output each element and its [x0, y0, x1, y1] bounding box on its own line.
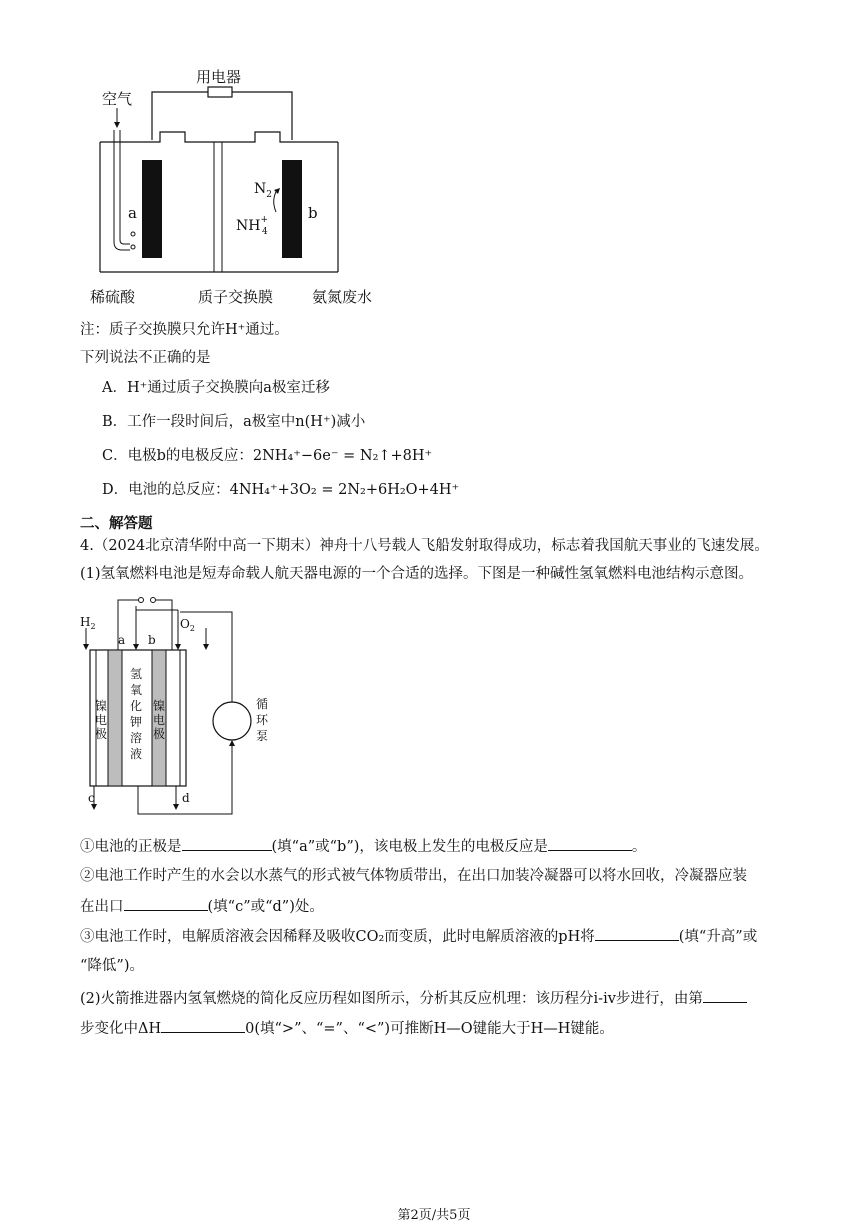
option-c[interactable]: C．电极b的电极反应：2NH₄⁺−6e⁻ = N₂↑+8H⁺ [102, 448, 433, 464]
electrode-b-label: b [308, 204, 318, 222]
left-electrode-char: 电 [95, 713, 108, 727]
electrode-a-label: a [128, 204, 137, 222]
load-resistor [208, 87, 232, 97]
circulation-pump [213, 702, 251, 740]
part-2-line-1: (2)火箭推进器内氢氧燃烧的简化反应历程如图所示，分析其反应机理：该历程分i-iv步进行，由第 [80, 988, 747, 1009]
section-title: 二、解答题 [80, 515, 153, 532]
sub-question-3-line-1: ③电池工作时，电解质溶液会因稀释及吸收CO₂而变质，此时电解质溶液的pH将 (填“升高”或 [80, 926, 757, 947]
o2-label: $O_2$ [180, 617, 195, 633]
question-3-stem: 下列说法不正确的是 [80, 350, 211, 366]
part-2-line-2: 步变化中ΔH 0(填“>”、“=”、“<”)可推断H—O键能大于H—H键能。 [80, 1018, 614, 1039]
electrolyte-char: 氢 [130, 667, 143, 681]
outlet-d-label: d [182, 791, 190, 805]
wastewater-label: 氨氮废水 [312, 288, 373, 306]
right-electrode-char: 电 [153, 713, 166, 727]
question-4-part-1: (1)氢氧燃料电池是短寿命载人航天器电源的一个合适的选择。下图是一种碱性氢氧燃料电池结构示意图。 [80, 566, 754, 582]
option-d[interactable]: D．电池的总反应：4NH₄⁺+3O₂ = 2N₂+6H₂O+4H⁺ [102, 482, 460, 498]
svg-text:镍电极 [153, 698, 165, 741]
left-electrode-char: 极 [95, 727, 108, 741]
electrolyte-char: 液 [130, 747, 143, 761]
left-electrode-char: 镍 [95, 699, 108, 713]
answer-blank-2[interactable] [548, 836, 632, 851]
question-4-stem: 4.（2024北京清华附中高一下期末）神舟十八号载人飞船发射取得成功，标志着我国航天事业的飞速发展。 [80, 538, 769, 554]
sub-question-2-line-1: ②电池工作时产生的水会以水蒸气的形式被气体物质带出，在出口加装冷凝器可以将水回收，冷凝器应装 [80, 868, 747, 884]
outlet-c-label: c [88, 791, 95, 805]
air-label: 空气 [102, 90, 133, 108]
nh4-label: NH+ 4 [236, 215, 269, 237]
pump-char: 泵 [256, 729, 269, 743]
option-b[interactable]: B．工作一段时间后，a极室中n(H⁺)减小 [102, 414, 366, 430]
sub-question-1: ①电池的正极是 (填“a”或“b”)，该电极上发生的电极反应是 。 [80, 836, 646, 857]
right-electrode-char: 极 [153, 727, 166, 741]
answer-blank-5[interactable] [703, 988, 747, 1003]
electrolyte-char: 化 [130, 699, 143, 713]
option-a[interactable]: A．H⁺通过质子交换膜向a极室迁移 [102, 380, 330, 396]
sub-question-3-line-2: “降低”)。 [80, 958, 144, 974]
fuel-cell-diagram-2 [76, 592, 286, 818]
electrolyte-char: 钾 [130, 715, 143, 729]
answer-blank-4[interactable] [595, 926, 679, 941]
svg-text:循环泵 [256, 697, 269, 743]
n2-label: $N_2$ [254, 181, 272, 200]
answer-blank-6[interactable] [161, 1018, 245, 1033]
pump-char: 循 [256, 697, 269, 711]
membrane-label: 质子交换膜 [198, 288, 274, 306]
inlet-a-label: a [118, 633, 126, 647]
right-electrode-char: 镍 [153, 699, 166, 713]
pump-char: 环 [256, 713, 269, 727]
answer-blank-3[interactable] [124, 896, 208, 911]
page-footer: 第2页/共5页 [397, 1208, 471, 1223]
electrode-b [282, 160, 302, 258]
inlet-b-label: b [148, 633, 156, 647]
acid-label: 稀硫酸 [90, 288, 136, 306]
fuel-cell-diagram-1 [90, 62, 400, 312]
sub-question-2-line-2: 在出口 (填“c”或“d”)处。 [80, 896, 324, 917]
left-nickel-electrode [108, 650, 122, 786]
answer-blank-1[interactable] [182, 836, 272, 851]
h2-label: $H_2$ [80, 615, 96, 631]
electrolyte-char: 溶 [130, 731, 143, 745]
membrane-note: 注：质子交换膜只允许H⁺通过。 [80, 322, 289, 338]
electrolyte-char: 氧 [130, 683, 143, 697]
load-label: 用电器 [196, 68, 242, 86]
svg-text:镍电极 [95, 698, 107, 741]
electrode-a [142, 160, 162, 258]
